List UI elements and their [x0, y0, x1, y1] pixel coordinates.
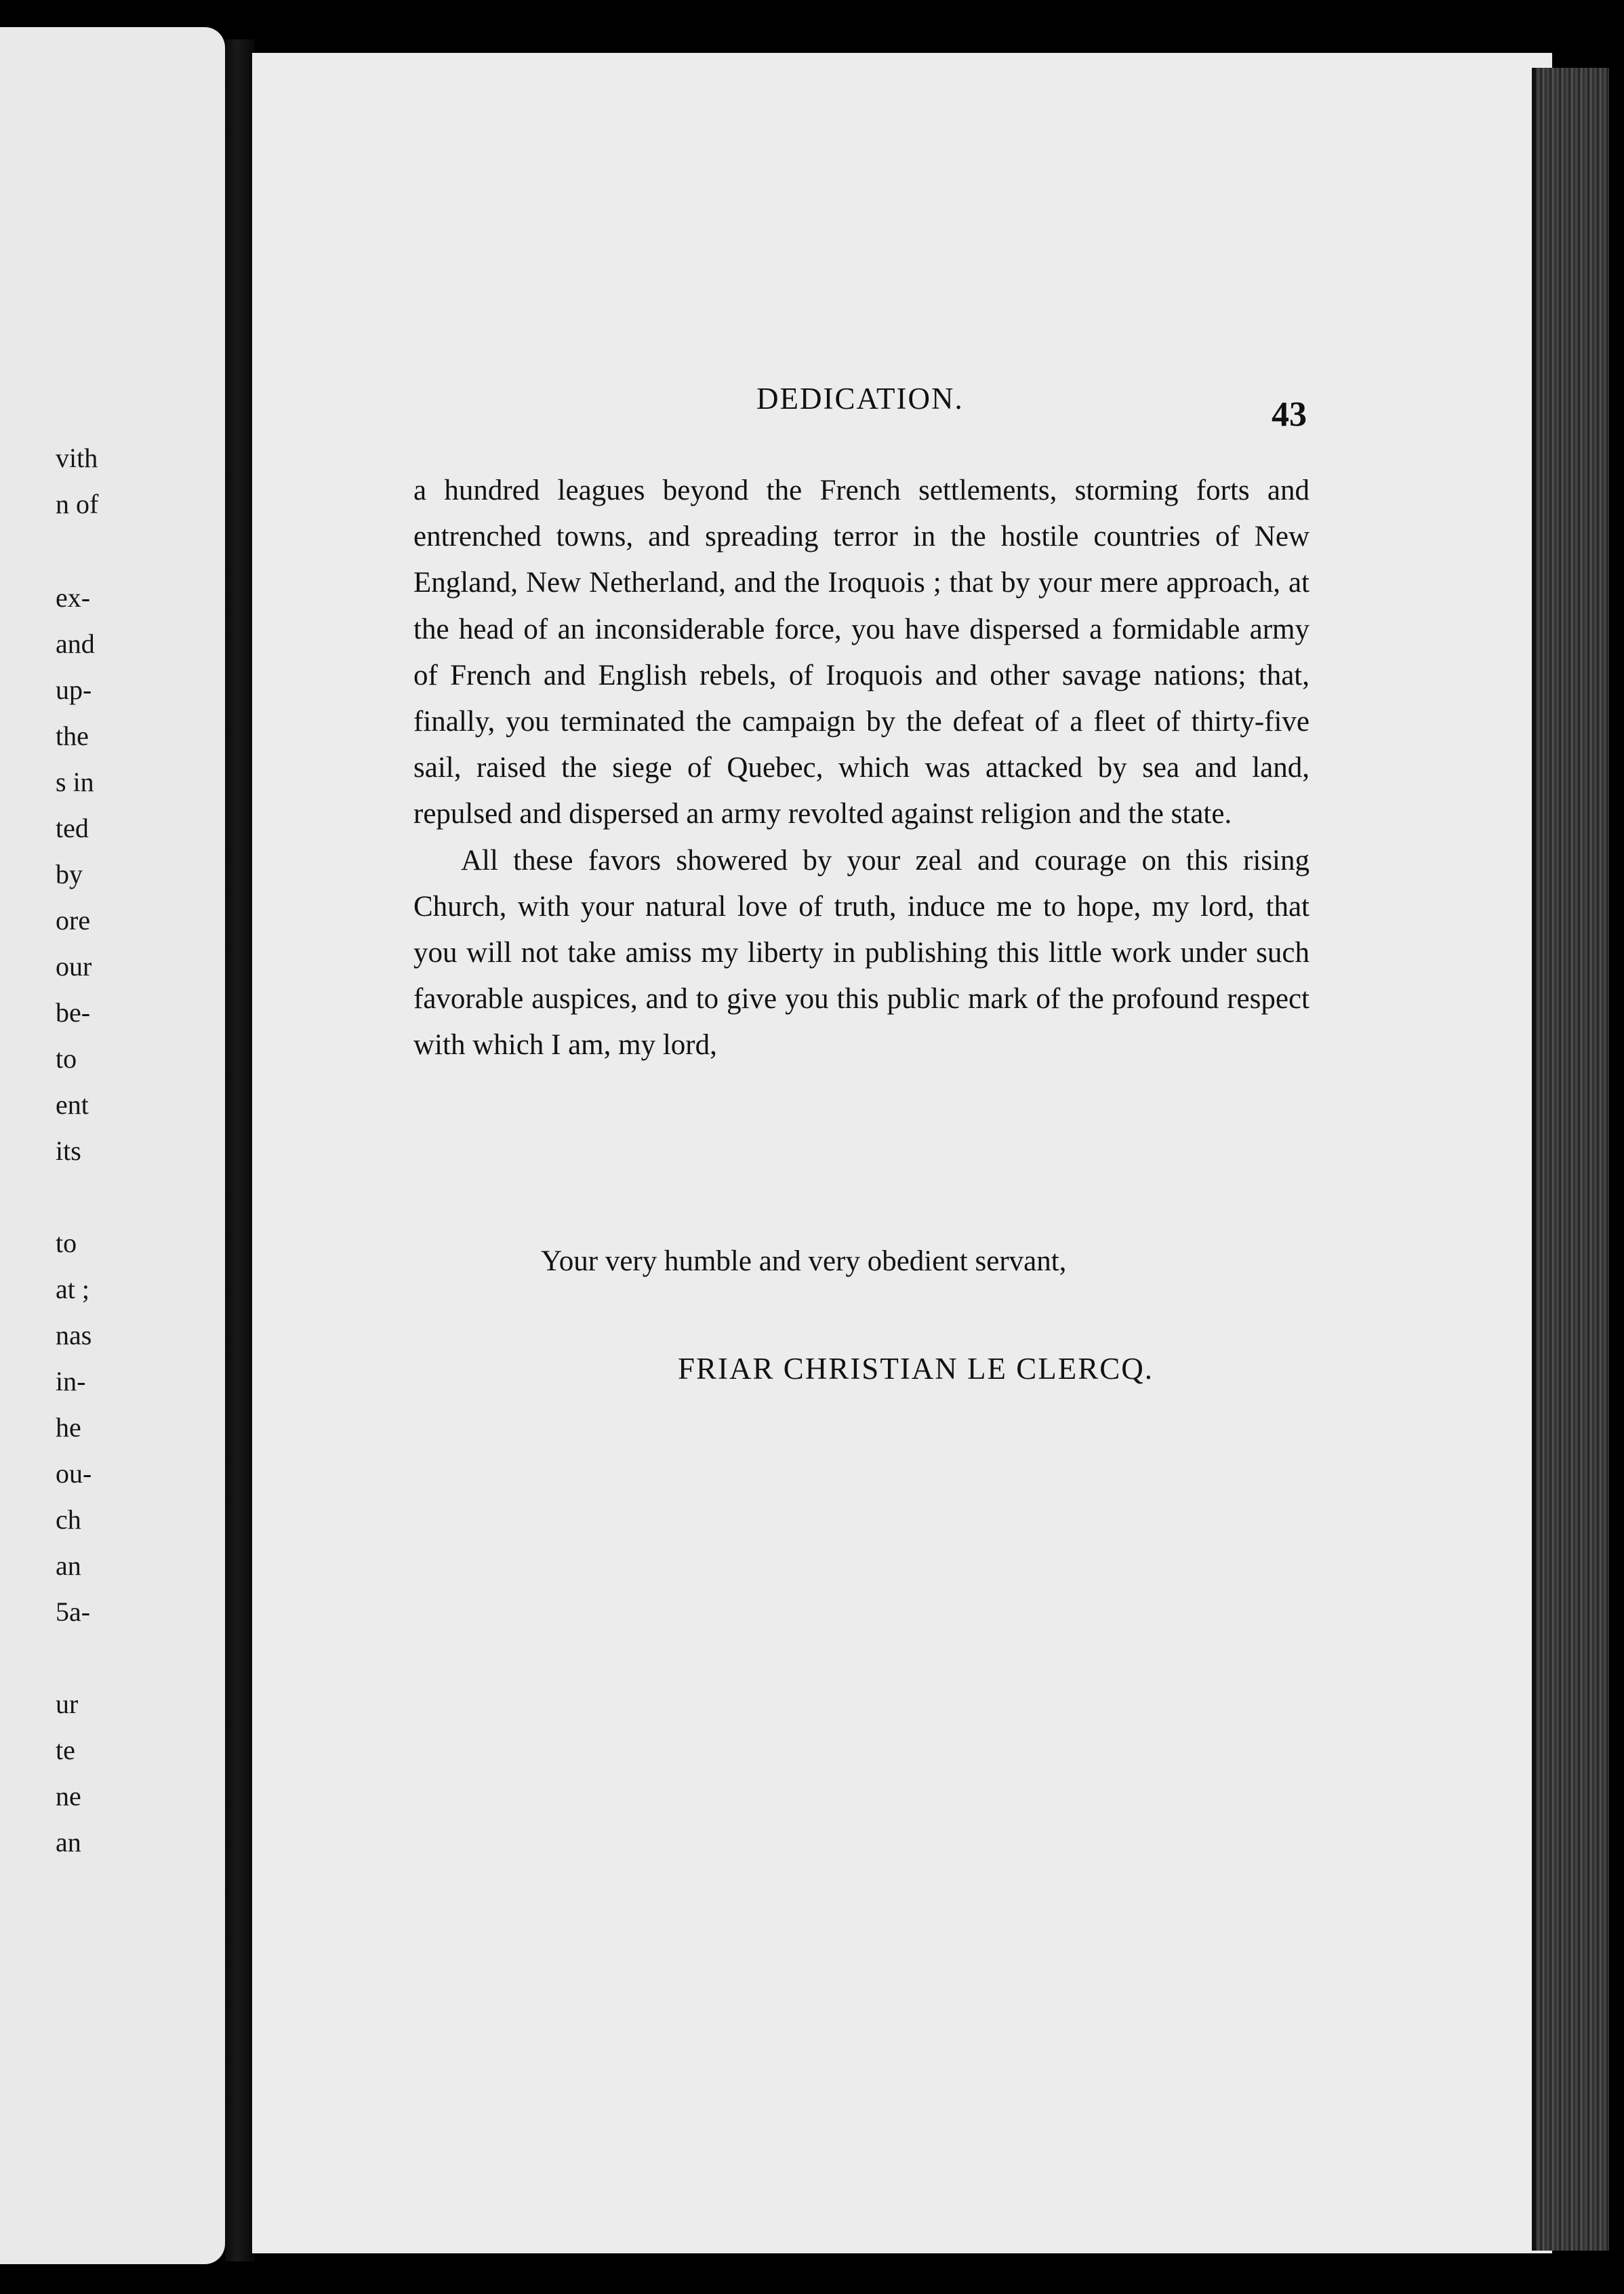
left-fragment: by	[56, 859, 83, 889]
left-fragment: ou-	[56, 1458, 92, 1489]
left-fragment: its	[56, 1135, 81, 1166]
left-page	[0, 27, 225, 2264]
left-fragment: to	[56, 1228, 77, 1258]
left-fragment: an	[56, 1827, 81, 1857]
left-fragment: ore	[56, 905, 91, 935]
left-fragment: our	[56, 951, 92, 982]
closing-line: Your very humble and very obedient servant,	[541, 1245, 1067, 1277]
left-fragment: ent	[56, 1089, 89, 1120]
signature: FRIAR CHRISTIAN LE CLERCQ.	[678, 1352, 1154, 1386]
left-fragment: s in	[56, 767, 94, 797]
left-fragment: to	[56, 1043, 77, 1074]
left-fragment: vith	[56, 443, 98, 473]
left-fragment: ted	[56, 813, 89, 843]
left-fragment: he	[56, 1412, 81, 1443]
left-fragment: ne	[56, 1781, 81, 1811]
book-binding	[225, 39, 255, 2261]
left-fragment: at ;	[56, 1274, 89, 1304]
body-text	[413, 468, 1310, 1069]
left-fragment: up-	[56, 675, 92, 705]
body-paragraph: a hundred leagues beyond the French settlements, storming forts and entrenched towns, and spreading terror in the hostile countries of New England, New Netherland, and the Iroquois ; that by your mere approach, at the head of an inconsiderable force, you have dispersed a formidable army of French and English rebels, of Iroquois and other savage nations; that, finally, you terminated the campaign by the defeat of a fleet of thirty-five sail, raised the siege of Quebec, which was attacked by sea and land, repulsed and dispersed an army revolted against religion and the state.	[413, 475, 1310, 830]
left-fragment: be-	[56, 997, 91, 1028]
page-edge	[1532, 68, 1609, 2251]
left-fragment: 5a-	[56, 1596, 91, 1627]
body-paragraph: All these favors showered by your zeal and courage on this rising Church, with your natural love of truth, induce me to hope, my lord, that you will not take amiss my liberty in publishing this little work under such favorable auspices, and to give you this public mark of the profound respect with which I am, my lord,	[413, 844, 1310, 1062]
running-head: DEDICATION.	[756, 382, 964, 416]
left-fragment: ur	[56, 1689, 79, 1719]
left-fragment: and	[56, 628, 95, 659]
left-fragment: in-	[56, 1366, 86, 1396]
left-fragment: te	[56, 1735, 75, 1765]
left-fragment: n of	[56, 489, 99, 519]
left-fragment: nas	[56, 1320, 92, 1350]
left-fragment: ch	[56, 1504, 81, 1535]
left-fragment: the	[56, 721, 89, 751]
left-fragment: ex-	[56, 582, 91, 613]
left-fragment: an	[56, 1550, 81, 1581]
page-number: 43	[1272, 395, 1307, 434]
